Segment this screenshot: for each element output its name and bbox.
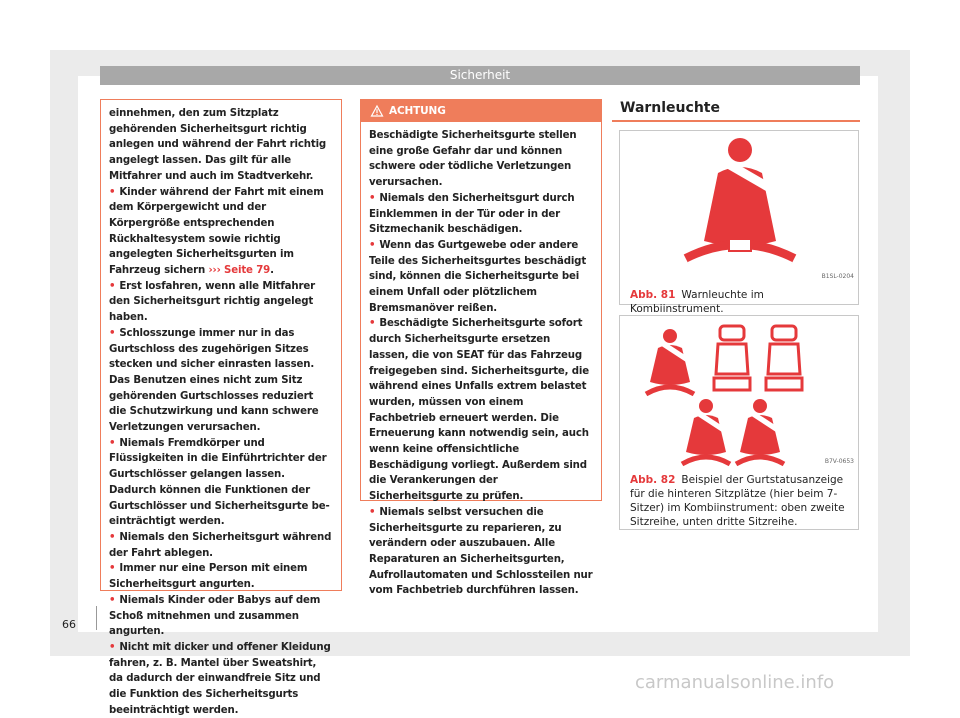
page-number-divider [96, 606, 97, 630]
warning-intro: Beschädigte Sicherheitsgurte stellen eine große Gefahr dar und können schwere oder tödliche Verletzungen verursachen. [369, 130, 577, 189]
figure-81 [619, 130, 859, 315]
warning-heading: ACHTUNG [389, 105, 446, 117]
belt-status-display-icon [626, 316, 852, 468]
list-item: • Wenn das Gurtgewebe oder andere Teile des Sicherheitsgurtes beschädigt sind, können die Sicherheitsgurte bei einem Unfall oder plötzlichem Bremsmanöver reißen. [369, 239, 587, 314]
watermark: carmanualsonline.info [635, 672, 835, 693]
bullet-icon: • [369, 506, 376, 518]
figure-image [626, 131, 852, 283]
bullet-icon: • [369, 239, 376, 251]
bullet-icon: • [109, 186, 116, 198]
bullet-icon: • [109, 327, 116, 339]
warning-triangle-icon [371, 105, 383, 117]
title-underline [612, 120, 860, 122]
text-column-1 [100, 99, 342, 716]
figure-code: B1SL-0204 [821, 273, 854, 280]
list-item: • Beschädigte Sicherheitsgurte sofort durch Sicherheitsgurte ersetzen lassen, die von SEAT für das Fahrzeug freigegeben sind. Sicherheitsgurte, die während eines Unfalls extrem belastet wurden, müssen von einem Fachbetrieb erneuert werden. Die Erneuerung kann notwendig sein, auch wenn keine offensichtliche Beschädigung vorliegt. Außerdem sind die Verankerungen der Sicherheitsgurte zu prüfen. [369, 318, 590, 503]
bullet-icon: • [109, 594, 116, 606]
seatbelt-warning-icon [626, 131, 852, 283]
section-title: Warnleuchte [620, 100, 720, 116]
list-item: • Kinder während der Fahrt mit einem dem Körpergewicht und der Körpergröße entsprechenden Rückhaltesystem sowie richtig angelegten Sicherheitsgurten im Fahrzeug sichern ››› Seite 79. [109, 186, 324, 277]
figure-caption: Abb. 82 Beispiel der Gurtstatusanzeige für die hinteren Sitzplätze (hier beim 7-Sitzer) im Kombiinstrument: oben zweite Sitzreihe, unten dritte Sitzreihe. [630, 474, 845, 528]
bullet-icon: • [369, 192, 376, 204]
page-number: 66 [62, 618, 76, 631]
list-item: • Nicht mit dicker und offener Kleidung fahren, z. B. Mantel über Sweatshirt, da dadurch der einwandfreie Sitz und die Funktion des Sicherheitsgurts beeinträchtigt werden. [109, 641, 331, 716]
warning-box [360, 99, 602, 597]
bullet-icon: • [109, 641, 116, 653]
figure-82 [619, 315, 859, 530]
list-item: • Niemals Fremdkörper und Flüssigkeiten in die Einführtrichter der Gurtschlösser gelangen lassen. Dadurch können die Funktionen der Gurtschlösser und Sicherheitsgurte beeinträchtigt werden. [109, 437, 330, 528]
list-item: • Schlosszunge immer nur in das Gurtschloss des zugehörigen Sitzes stecken und sicher einrasten lassen. Das Benutzen eines nicht zum Sitz gehörenden Gurtschlosses reduziert die Schutzwirkung und kann schwere Verletzungen verursachen. [109, 327, 319, 434]
list-item: • Niemals Kinder oder Babys auf dem Schoß mitnehmen und zusammen angurten. [109, 594, 321, 638]
intro-paragraph: einnehmen, den zum Sitzplatz gehörenden Sicherheitsgurt richtig anlegen und während der Fahrt richtig angelegt lassen. Das gilt für alle Mitfahrer und auch im Stadtverkehr. [109, 108, 327, 182]
list-item: • Immer nur eine Person mit einem Sicherheitsgurt angurten. [109, 563, 308, 591]
bullet-icon: • [109, 280, 116, 292]
figure-code: B7V-0653 [824, 458, 854, 465]
warning-header [361, 100, 601, 122]
list-item: • Niemals den Sicherheitsgurt während der Fahrt ablegen. [109, 531, 332, 559]
bullet-icon: • [109, 563, 116, 575]
list-item: • Niemals selbst versuchen die Sicherheitsgurte zu reparieren, zu verändern oder auszubauen. Alle Reparaturen an Sicherheitsgurten, Aufrollautomaten und Schlossteilen nur vom Fachbetrieb durchführen lassen. [369, 506, 593, 597]
figure-image [626, 316, 852, 468]
bullet-icon: • [109, 531, 116, 543]
page-link[interactable]: ››› Seite 79 [208, 265, 271, 277]
figure-caption: Abb. 81 Warnleuchte im Kombiinstrument. [630, 289, 764, 315]
section-header: Sicherheit [100, 66, 860, 85]
list-item: • Niemals den Sicherheitsgurt durch Einklemmen in der Tür oder in der Sitzmechanik beschädigen. [369, 192, 575, 236]
bullet-icon: • [109, 437, 116, 449]
list-item: • Erst losfahren, wenn alle Mitfahrer den Sicherheitsgurt richtig angelegt haben. [109, 280, 316, 324]
bullet-icon: • [369, 318, 376, 330]
